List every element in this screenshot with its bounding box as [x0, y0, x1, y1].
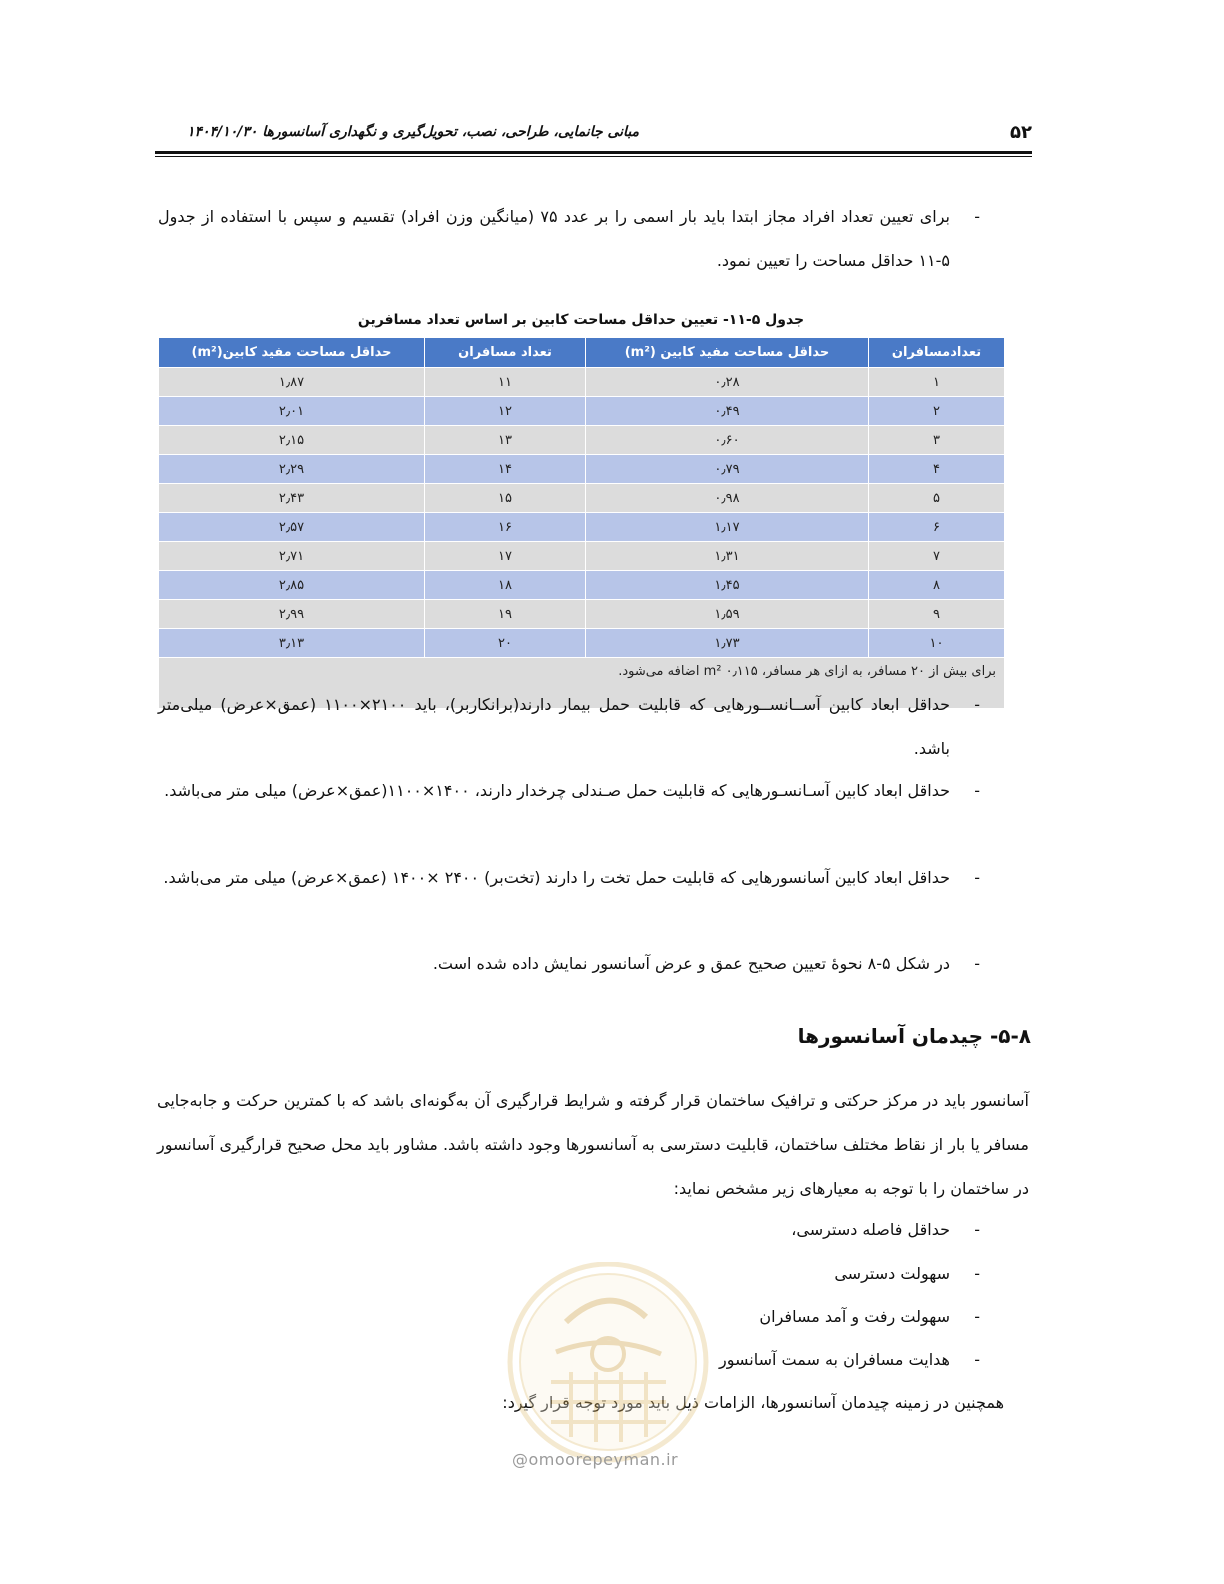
table-cell: ۱٫۷۳	[586, 629, 869, 658]
table-cell: ۰٫۷۹	[586, 455, 869, 484]
page-header	[157, 118, 1032, 148]
cabin-area-table	[158, 337, 1005, 709]
table-cell: ۱۰	[869, 629, 1005, 658]
bullet-mark: -	[974, 781, 980, 800]
table-body	[159, 368, 1005, 709]
criterion-text: سهولت دسترسی	[834, 1264, 950, 1283]
table-cell: ۱٫۱۷	[586, 513, 869, 542]
table-cell: ۶	[869, 513, 1005, 542]
table-cell: ۱۴	[425, 455, 586, 484]
col-header-area-2: حداقل مساحت مفید کابین(m²)	[159, 338, 425, 368]
table-cell: ۱۵	[425, 484, 586, 513]
table-row	[159, 542, 1005, 571]
bullet-mark: -	[974, 1220, 980, 1239]
table-cell: ۲٫۵۷	[159, 513, 425, 542]
table-cell: ۵	[869, 484, 1005, 513]
section-paragraph: آسانسور باید در مرکز حرکتی و ترافیک ساختمان قرار گرفته و شرایط قرارگیری آن به‌گونه‌ای باشد که با کمترین حرکت و جابه‌جایی مسافر یا بار از نقاط مختلف ساختمان، قابلیت دسترسی به آسانسورها وجود داشته باشد. مشاور باید محل صحیح قرارگیری آسانسور در ساختمان را با توجه به معیارهای زیر مشخص نماید:	[157, 1091, 1029, 1198]
table-cell: ۲٫۷۱	[159, 542, 425, 571]
bullet-mark: -	[974, 868, 980, 887]
header-rule-thick	[155, 151, 1032, 154]
running-title	[157, 124, 639, 140]
table-cell: ۱۶	[425, 513, 586, 542]
table-cell: ۲٫۰۱	[159, 397, 425, 426]
col-header-passengers-2: تعداد مسافران	[425, 338, 586, 368]
header-rule-thin	[155, 156, 1032, 157]
bullet-wheelchair	[158, 769, 980, 813]
table-cell: ۳٫۱۳	[159, 629, 425, 658]
criterion-text: هدایت مسافران به سمت آسانسور	[718, 1350, 950, 1369]
bullet-text: حداقل ابعاد کابین آسانسورهایی که قابلیت حمل تخت را دارند (تخت‌بر) ۲۴۰۰ ×۱۴۰۰ (عمق×عرض) میلی متر می‌باشد.	[163, 868, 950, 887]
watermark-url: @omoorepeyman.ir	[512, 1450, 679, 1469]
table-cell: ۲۰	[425, 629, 586, 658]
criterion-item	[550, 1208, 980, 1252]
table-cell: ۱٫۴۵	[586, 571, 869, 600]
table-row	[159, 484, 1005, 513]
col-header-area-1: حداقل مساحت مفید کابین (m²)	[586, 338, 869, 368]
watermark-logo	[496, 1262, 720, 1512]
table-cell: ۰٫۲۸	[586, 368, 869, 397]
table-row	[159, 397, 1005, 426]
table-cell: ۱۹	[425, 600, 586, 629]
table-cell: ۳	[869, 426, 1005, 455]
table-cell: ۱٫۵۹	[586, 600, 869, 629]
closing-sentence: همچنین در زمینه چیدمان آسانسورها، الزامات ذیل باید مورد توجه قرار گیرد:	[502, 1393, 1004, 1412]
table-cell: ۲	[869, 397, 1005, 426]
header-book-title: مبانی جانمایی، طراحی، نصب، تحویل‌گیری و نگهداری آسانسورها	[262, 124, 640, 140]
table-cell: ۱۷	[425, 542, 586, 571]
table-cell: ۱۳	[425, 426, 586, 455]
table-row	[159, 426, 1005, 455]
bullet-mark: -	[974, 1264, 980, 1283]
table-caption: جدول ۵-۱۱- تعیین حداقل مساحت کابین بر اساس تعداد مسافرین	[357, 312, 805, 328]
table-cell: ۰٫۴۹	[586, 397, 869, 426]
table-row	[159, 455, 1005, 484]
table-row	[159, 571, 1005, 600]
table-row	[159, 600, 1005, 629]
table-cell: ۲٫۹۹	[159, 600, 425, 629]
table-cell: ۲٫۱۵	[159, 426, 425, 455]
table-row	[159, 368, 1005, 397]
page-number: ۵۲	[1010, 122, 1032, 143]
table-row	[159, 513, 1005, 542]
table-cell: ۱۱	[425, 368, 586, 397]
section-heading: ۵-۸- چیدمان آسانسورها	[797, 1024, 1031, 1048]
table-cell: ۴	[869, 455, 1005, 484]
bullet-stretcher	[158, 683, 980, 771]
table-cell: ۷	[869, 542, 1005, 571]
table-cell: ۱۲	[425, 397, 586, 426]
table-cell: ۹	[869, 600, 1005, 629]
criterion-text: حداقل فاصله دسترسی،	[791, 1220, 950, 1239]
table-cell: ۲٫۲۹	[159, 455, 425, 484]
bullet-mark: -	[974, 1350, 980, 1369]
bullet-figure-ref	[158, 942, 980, 986]
intro-bullet-text: برای تعیین تعداد افراد مجاز ابتدا باید بار اسمی را بر عدد ۷۵ (میانگین وزن افراد) تقسیم و سپس با استفاده از جدول ۵-۱۱ حداقل مساحت را تعیین نمود.	[158, 207, 951, 270]
table-cell: ۸	[869, 571, 1005, 600]
bullet-bed	[158, 856, 980, 900]
table-note: برای بیش از ۲۰ مسافر، به ازای هر مسافر، m² ۰٫۱۱۵ اضافه می‌شود.	[159, 658, 1005, 709]
table-cell: ۰٫۶۰	[586, 426, 869, 455]
bullet-mark: -	[974, 207, 980, 226]
table-cell: ۲٫۴۳	[159, 484, 425, 513]
table-cell: ۱۸	[425, 571, 586, 600]
table-cell: ۱٫۸۷	[159, 368, 425, 397]
intro-bullet	[158, 195, 980, 283]
table-header-row	[159, 338, 1005, 368]
bullet-text: در شکل ۵-۸ نحوهٔ تعیین صحیح عمق و عرض آسانسور نمایش داده شده است.	[432, 954, 950, 973]
table-cell: ۱	[869, 368, 1005, 397]
bullet-mark: -	[974, 1307, 980, 1326]
bullet-text: حداقل ابعاد کابین آسـانسـورهایی که قابلیت حمل صـندلی چرخدار دارند، ۱۴۰۰×۱۱۰۰(عمق×عرض) میلی متر می‌باشد.	[164, 781, 950, 800]
bullet-mark: -	[974, 695, 980, 714]
header-date: ۱۴۰۴/۱۰/۳۰	[187, 124, 258, 140]
bullet-mark: -	[974, 954, 980, 973]
table-cell: ۰٫۹۸	[586, 484, 869, 513]
table-cell: ۲٫۸۵	[159, 571, 425, 600]
table-cell: ۱٫۳۱	[586, 542, 869, 571]
bullet-text: حداقل ابعاد کابین آســانســورهایی که قابلیت حمل بیمار دارند(برانکاربر)، باید ۲۱۰۰×۱۱۰۰ (عمق×عرض) میلی‌متر باشد.	[158, 695, 951, 758]
criterion-text: سهولت رفت و آمد مسافران	[759, 1307, 950, 1326]
table-row	[159, 629, 1005, 658]
col-header-passengers-1: تعدادمسافران	[869, 338, 1005, 368]
